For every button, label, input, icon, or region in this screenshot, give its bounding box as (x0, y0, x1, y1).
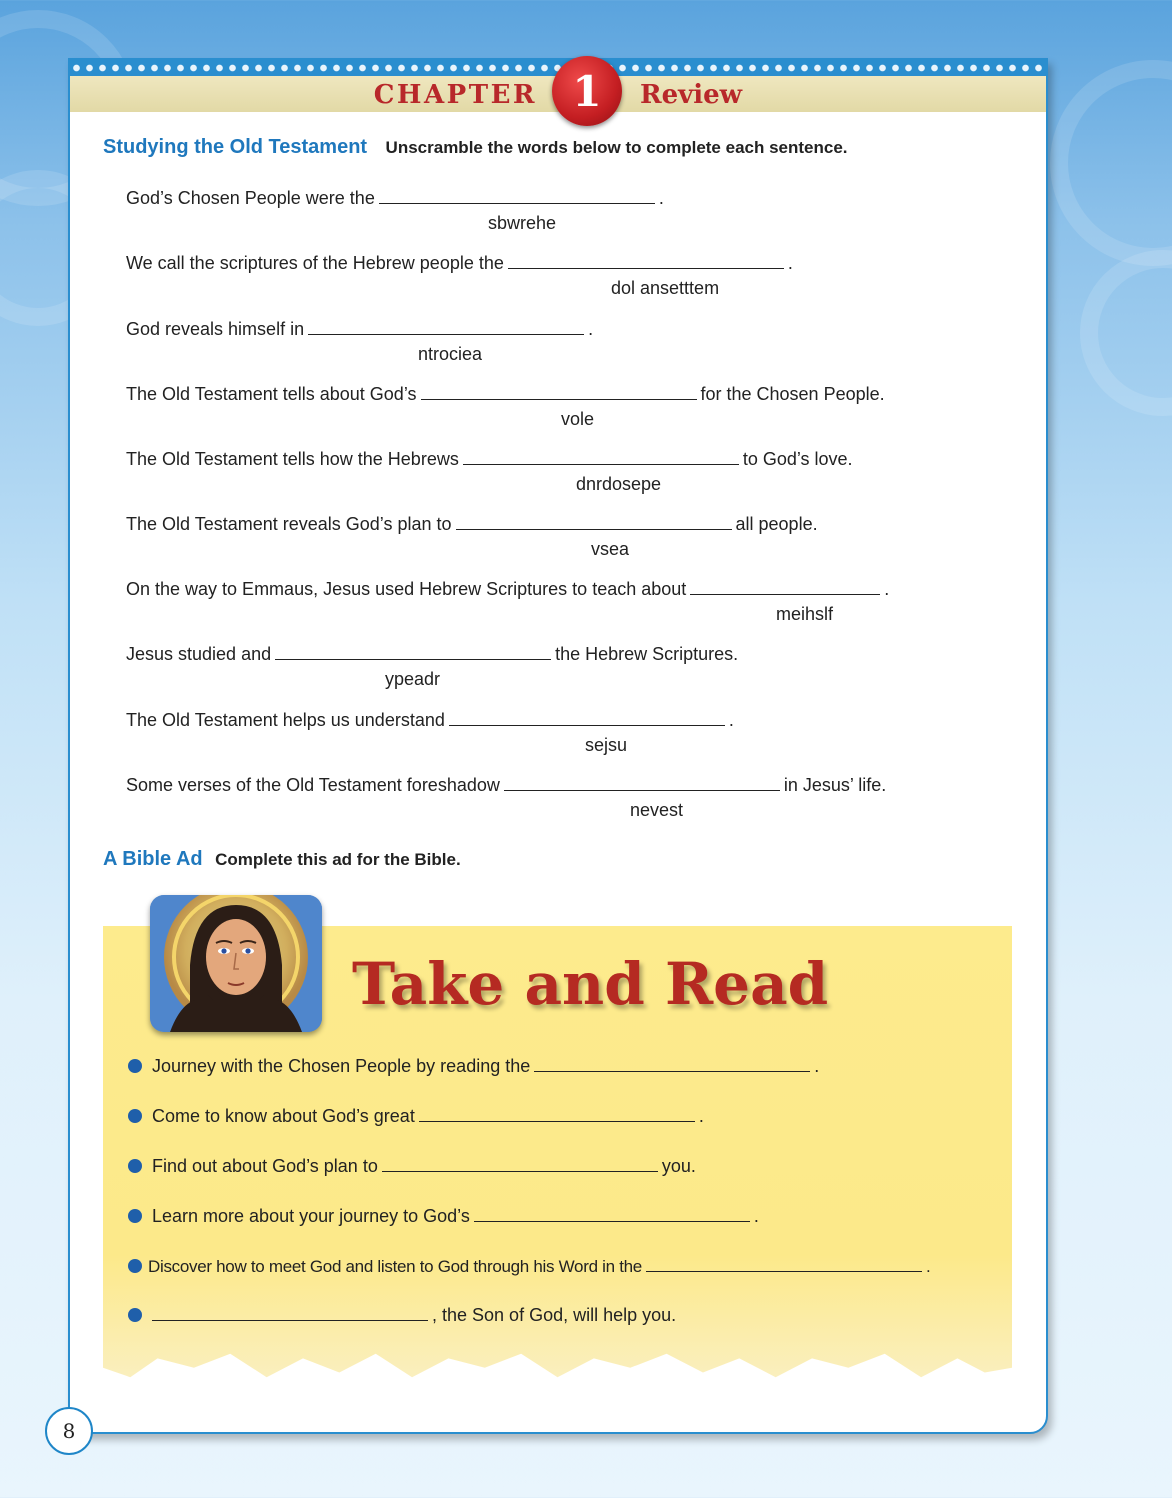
answer-blank[interactable] (474, 1206, 750, 1222)
scrambled-word: vole (561, 409, 595, 429)
answer-blank[interactable] (463, 449, 739, 465)
review-label: Review (640, 80, 743, 110)
answer-blank[interactable] (308, 319, 584, 335)
ad-bullet-1: Journey with the Chosen People by reading the . (128, 1056, 819, 1077)
section-title: Studying the Old Testament (103, 136, 368, 158)
answer-blank[interactable] (275, 644, 551, 660)
scrambled-word: dnrdosepe (576, 474, 662, 494)
ad-bullet-3: Find out about God’s plan to you. (128, 1156, 696, 1177)
sentence-8: Jesus studied and the Hebrew Scriptures. (126, 644, 739, 664)
section-heading-bible-ad (103, 848, 461, 871)
answer-blank[interactable] (690, 579, 880, 595)
background-circle (1050, 60, 1172, 266)
section-instruction: Unscramble the words below to complete each sentence. (385, 138, 848, 157)
ad-bullet-4: Learn more about your journey to God’s . (128, 1206, 759, 1227)
answer-blank[interactable] (456, 514, 732, 530)
page-number: 8 (45, 1407, 93, 1455)
answer-blank[interactable] (504, 775, 780, 791)
sentence-5: The Old Testament tells how the Hebrews to God’s love. (126, 449, 853, 469)
sentence-4: The Old Testament tells about God’s for the Chosen People. (126, 384, 885, 404)
answer-blank[interactable] (646, 1256, 922, 1272)
scrambled-word: sejsu (585, 735, 628, 755)
bullet-dot-icon (128, 1308, 142, 1322)
sentence-1: God’s Chosen People were the . (126, 188, 664, 208)
section-heading-old-testament (103, 136, 848, 159)
sentence-6: The Old Testament reveals God’s plan to all people. (126, 514, 818, 534)
section-title: A Bible Ad (103, 848, 203, 870)
scrambled-word: nevest (630, 800, 684, 820)
ad-bullet-6: , the Son of God, will help you. (128, 1305, 676, 1326)
scrambled-word: meihslf (776, 604, 834, 624)
scrambled-word: dol ansetttem (611, 278, 720, 298)
bullet-dot-icon (128, 1059, 142, 1073)
bullet-dot-icon (128, 1109, 142, 1123)
bullet-dot-icon (128, 1259, 142, 1273)
answer-blank[interactable] (421, 384, 697, 400)
ad-title: Take and Read (352, 950, 829, 1018)
chapter-label: CHAPTER (373, 80, 537, 110)
scrambled-word: vsea (591, 539, 630, 559)
scrambled-word: ntrociea (418, 344, 483, 364)
answer-blank[interactable] (152, 1305, 428, 1321)
background-circle (1080, 250, 1172, 416)
sentence-10: Some verses of the Old Testament foreshadow in Jesus’ life. (126, 775, 887, 795)
sentence-2: We call the scriptures of the Hebrew people the . (126, 253, 793, 273)
scrambled-word: sbwrehe (488, 213, 557, 233)
bullet-dot-icon (128, 1159, 142, 1173)
answer-blank[interactable] (379, 188, 655, 204)
answer-blank[interactable] (449, 710, 725, 726)
scrambled-word: ypeadr (385, 669, 441, 689)
section-instruction: Complete this ad for the Bible. (215, 850, 461, 869)
sentence-3: God reveals himself in . (126, 319, 594, 339)
sentence-7: On the way to Emmaus, Jesus used Hebrew Scriptures to teach about . (126, 579, 890, 599)
bullet-dot-icon (128, 1209, 142, 1223)
answer-blank[interactable] (534, 1056, 810, 1072)
chapter-number-badge: 1 (552, 56, 622, 126)
jesus-portrait-icon (150, 895, 322, 1032)
ad-bullet-2: Come to know about God’s great . (128, 1106, 704, 1127)
answer-blank[interactable] (382, 1156, 658, 1172)
ad-bullet-5: Discover how to meet God and listen to God through his Word in the . (128, 1256, 930, 1277)
sentence-9: The Old Testament helps us understand . (126, 710, 734, 730)
answer-blank[interactable] (508, 253, 784, 269)
answer-blank[interactable] (419, 1106, 695, 1122)
